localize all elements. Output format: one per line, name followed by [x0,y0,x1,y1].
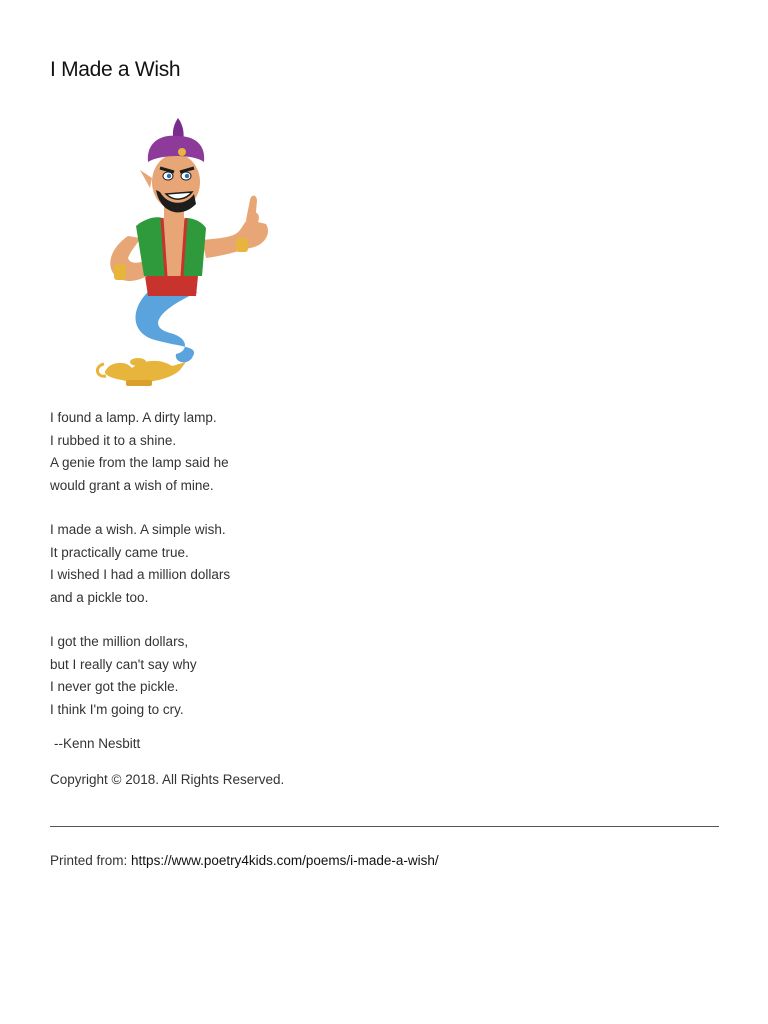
turban-jewel [178,148,186,156]
genie-right-bracelet [236,238,248,252]
genie-pupil-right [185,174,189,178]
genie-right-arm [202,212,268,258]
genie-pupil-left [167,174,171,178]
printed-from [50,853,439,868]
poem-line: I rubbed it to a shine. [50,432,177,448]
copyright-notice: Copyright © 2018. All Rights Reserved. [50,772,285,787]
magic-lamp-lid [130,358,146,366]
poem-author: --Kenn Nesbitt [54,736,141,751]
magic-lamp-base [126,380,152,386]
poem-line: I wished I had a million dollars [50,567,231,582]
genie-ear [140,170,152,188]
poem-line: It practically came true. [50,544,189,560]
poem-line: I found a lamp. A dirty lamp. [50,410,217,425]
poem-body [50,407,230,743]
stanza-2 [50,519,230,609]
poem-line: I never got the pickle. [50,679,179,694]
genie-finger [246,196,257,222]
stanza-1 [50,407,230,497]
magic-lamp [105,361,186,382]
footer-divider [50,826,719,827]
poem-line: I think I'm going to cry. [50,701,184,717]
poem-line: but I really can't say why [50,656,197,672]
genie-left-bracelet [114,264,126,280]
poem-line: I made a wish. A simple wish. [50,522,226,537]
poem-title: I Made a Wish [50,58,181,81]
genie-belt [145,276,198,296]
poem-line: would grant a wish of mine. [50,477,214,493]
poem-line: I got the million dollars, [50,634,189,649]
genie-tail [136,290,198,362]
magic-lamp-handle [97,364,106,376]
poem-line: and a pickle too. [50,589,149,605]
printed-from-label: Printed from: [50,853,128,868]
source-url-link[interactable]: https://www.poetry4kids.com/poems/i-made-a-wish/ [131,853,439,868]
poem-line: A genie from the lamp said he [50,455,229,470]
stanza-3 [50,631,230,721]
genie-illustration [90,108,290,398]
